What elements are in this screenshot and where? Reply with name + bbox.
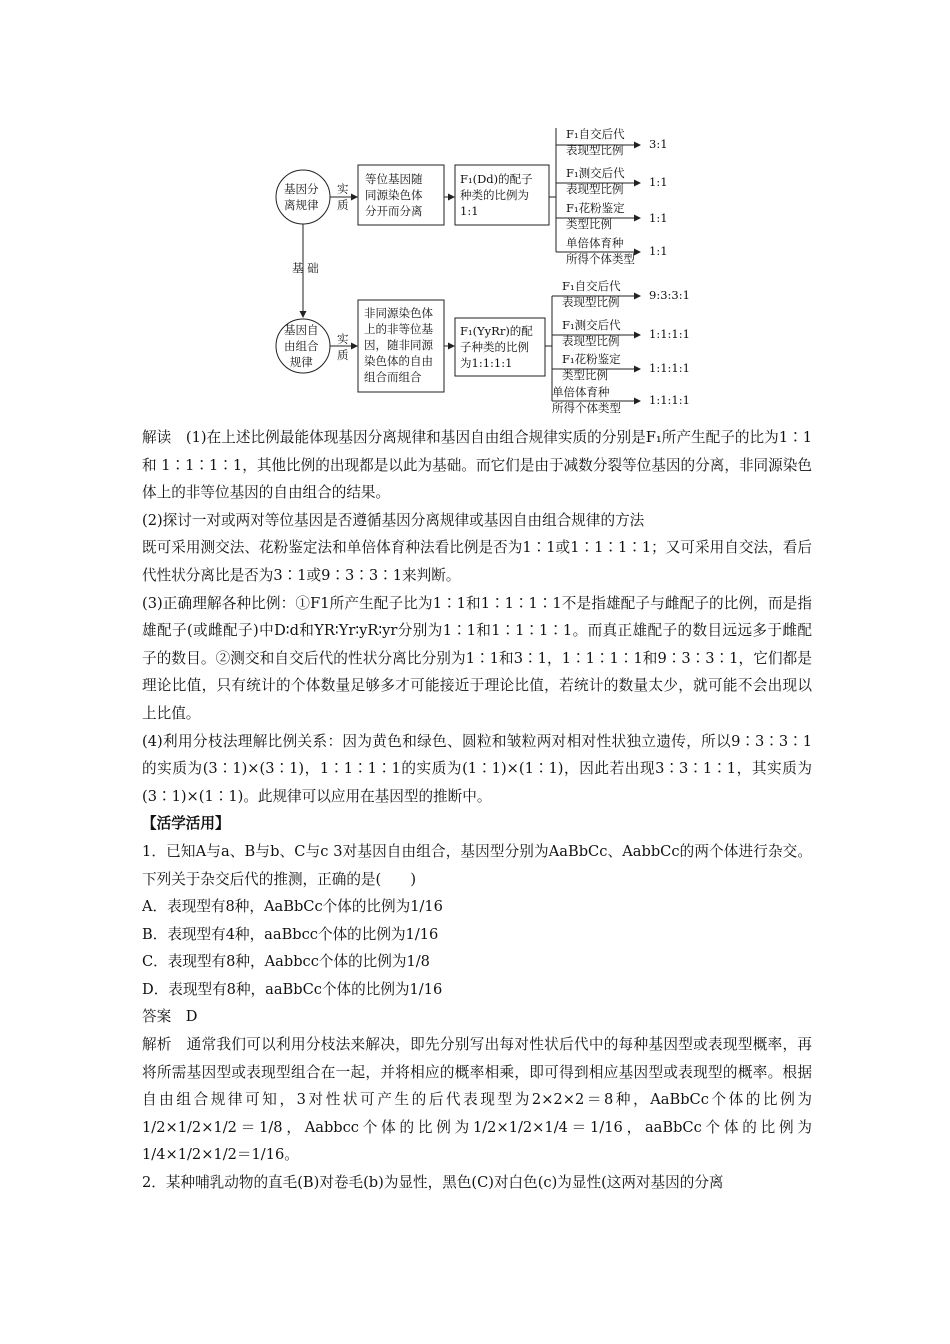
- box-line: 为1:1:1:1: [460, 356, 513, 370]
- branch-bottom-2: [562, 317, 621, 349]
- ratio-top-1: 3:1: [649, 137, 668, 151]
- branch-line: 表现型比例: [566, 143, 624, 157]
- paragraph-method-title: (2)探讨一对或两对等位基因是否遵循基因分离规律或基因自由组合规律的方法: [142, 511, 645, 529]
- box-line: F₁(YyRr)的配: [460, 324, 533, 338]
- ratio-top-2: 1:1: [649, 175, 668, 189]
- branch-top-2: [566, 165, 625, 197]
- circle-top-line: 离规律: [284, 198, 319, 212]
- branch-line: F₁测交后代: [562, 318, 621, 332]
- ratio-bottom-4: 1:1:1:1: [649, 393, 690, 407]
- box-line: 种类的比例为: [460, 188, 529, 202]
- document-body: [142, 424, 812, 1197]
- branch-line: 所得个体类型: [552, 401, 621, 415]
- analysis: 解析 通常我们可以利用分枝法来解决，即先分别写出每对性状后代中的每种基因型或表现型概率，再将所需基因型或表现型组合在一起，并将相应的概率相乘，即可得到相应基因型或表现型的概率。根据自由组合规律可知，3对性状可产生的后代表现型为2×2×2＝8种，AaBbCc个体的比例为1/2×1/2×1/2＝1/8，Aabbcc个体的比例为1/2×1/2×1/4＝1/16，aaBbCc个体的比例为1/4×1/2×1/2＝1/16。: [142, 1036, 812, 1164]
- box-line: 上的非等位基: [364, 322, 433, 336]
- question-2: 2．某种哺乳动物的直毛(B)对卷毛(b)为显性，黑色(C)对白色(c)为显性(这两对基因的分离: [142, 1174, 724, 1192]
- branch-line: 表现型比例: [562, 295, 620, 309]
- paragraph-method: 既可采用测交法、花粉鉴定法和单倍体育种法看比例是否为1∶1或1∶1∶1∶1；又可采用自交法，看后代性状分离比是否为3∶1或9∶3∶3∶1来判断。: [142, 539, 812, 584]
- box-line: 等位基因随: [365, 172, 423, 186]
- section-heading: 【活学活用】: [142, 815, 230, 833]
- ratio-bottom-3: 1:1:1:1: [649, 361, 690, 375]
- branch-line: 所得个体类型: [566, 252, 635, 266]
- paragraph-interpretation: 解读 (1)在上述比例最能体现基因分离规律和基因自由组合规律实质的分别是F₁所产生配子的比为1∶1和 1∶1∶1∶1，其他比例的出现都是以此为基础。而它们是由于减数分裂等位基因的分离，非同源染色体上的非等位基因的自由组合的结果。: [142, 429, 812, 502]
- box-bottom-1-text: [364, 305, 433, 385]
- paragraph-branch-method: (4)利用分枝法理解比例关系：因为黄色和绿色、圆粒和皱粒两对相对性状独立遗传，所以9∶3∶3∶1的实质为(3∶1)×(3∶1)，1∶1∶1∶1的实质为(1∶1)×(1∶1)，因此若出现3∶3∶1∶1，其实质为(3∶1)×(1∶1)。此规律可以应用在基因型的推断中。: [142, 732, 812, 805]
- branch-top-4: [566, 235, 635, 267]
- circle-top-label: [284, 181, 319, 213]
- branch-top-1: [566, 126, 625, 158]
- jichu-label: 基 础: [292, 261, 319, 275]
- box-line: 同源染色体: [365, 188, 423, 202]
- option-b: B．表现型有4种，aaBbcc个体的比例为1/16: [142, 925, 439, 943]
- shizhi-char: 实: [337, 332, 349, 346]
- box-top-1-text: [365, 171, 423, 219]
- shizhi-char: 实: [337, 182, 349, 196]
- box-line: 因，随非同源: [364, 338, 433, 352]
- box-line: 子种类的比例: [460, 340, 529, 354]
- branch-line: F₁测交后代: [566, 166, 625, 180]
- branch-line: F₁自交后代: [566, 127, 625, 141]
- branch-line: 表现型比例: [566, 182, 624, 196]
- branch-line: 单倍体育种: [566, 236, 624, 250]
- ratio-top-3: 1:1: [649, 211, 668, 225]
- option-a: A．表现型有8种，AaBbCc个体的比例为1/16: [142, 898, 443, 916]
- branch-line: 类型比例: [566, 217, 612, 231]
- branch-bottom-1: [562, 278, 621, 310]
- box-line: 非同源染色体: [364, 306, 433, 320]
- shizhi-bottom: [337, 331, 349, 363]
- circle-bottom-label: [284, 322, 319, 370]
- circle-top-line: 基因分: [284, 182, 319, 196]
- shizhi-char: 质: [337, 348, 349, 362]
- option-c: C．表现型有8种，Aabbcc个体的比例为1/8: [142, 953, 430, 971]
- option-d: D．表现型有8种，aaBbCc个体的比例为1/16: [142, 980, 443, 998]
- ratio-top-4: 1:1: [649, 244, 668, 258]
- box-line: 分开而分离: [365, 204, 423, 218]
- box-line: 1:1: [460, 204, 479, 218]
- branch-line: 表现型比例: [562, 334, 620, 348]
- question-1: 1．已知A与a、B与b、C与c 3对基因自由组合，基因型分别为AaBbCc、AabbCc的两个体进行杂交。下列关于杂交后代的推测，正确的是( ): [142, 842, 812, 888]
- branch-line: F₁花粉鉴定: [566, 201, 625, 215]
- diagram-lines: [270, 118, 690, 418]
- paragraph-ratio-understanding: (3)正确理解各种比例：①F1所产生配子比为1∶1和1∶1∶1∶1不是指雄配子与雌配子的比例，而是指雄配子(或雌配子)中D∶d和YR∶Yr∶yR∶yr分别为1∶1和1∶1∶1∶1。而真正雄配子的数目远远多于雌配子的数目。②测交和自交后代的性状分离比分别为1∶1和3∶1，1∶1∶1∶1和9∶3∶3∶1，它们都是理论比值，只有统计的个体数量足够多才可能接近于理论比值，若统计的数量太少，就可能不会出现以上比值。: [142, 594, 812, 722]
- box-top-2-text: [460, 171, 533, 219]
- ratio-bottom-2: 1:1:1:1: [649, 327, 690, 341]
- branch-line: 单倍体育种: [552, 385, 610, 399]
- shizhi-char: 质: [337, 198, 349, 212]
- circle-bottom-line: 规律: [289, 355, 313, 369]
- shizhi-top: [337, 181, 349, 213]
- branch-top-3: [566, 200, 625, 232]
- branch-bottom-4: [552, 384, 621, 416]
- genetics-diagram: [270, 118, 690, 418]
- circle-bottom-line: 由组合: [284, 339, 319, 353]
- branch-line: F₁自交后代: [562, 279, 621, 293]
- box-line: F₁(Dd)的配子: [460, 172, 533, 186]
- ratio-bottom-1: 9:3:3:1: [649, 288, 690, 302]
- box-line: 染色体的自由: [364, 354, 433, 368]
- box-line: 组合而组合: [364, 370, 422, 384]
- box-bottom-2-text: [460, 323, 533, 371]
- branch-line: F₁花粉鉴定: [562, 352, 621, 366]
- answer: 答案 D: [142, 1008, 198, 1026]
- circle-bottom-line: 基因自: [284, 323, 319, 337]
- branch-line: 类型比例: [562, 368, 608, 382]
- branch-bottom-3: [562, 351, 621, 383]
